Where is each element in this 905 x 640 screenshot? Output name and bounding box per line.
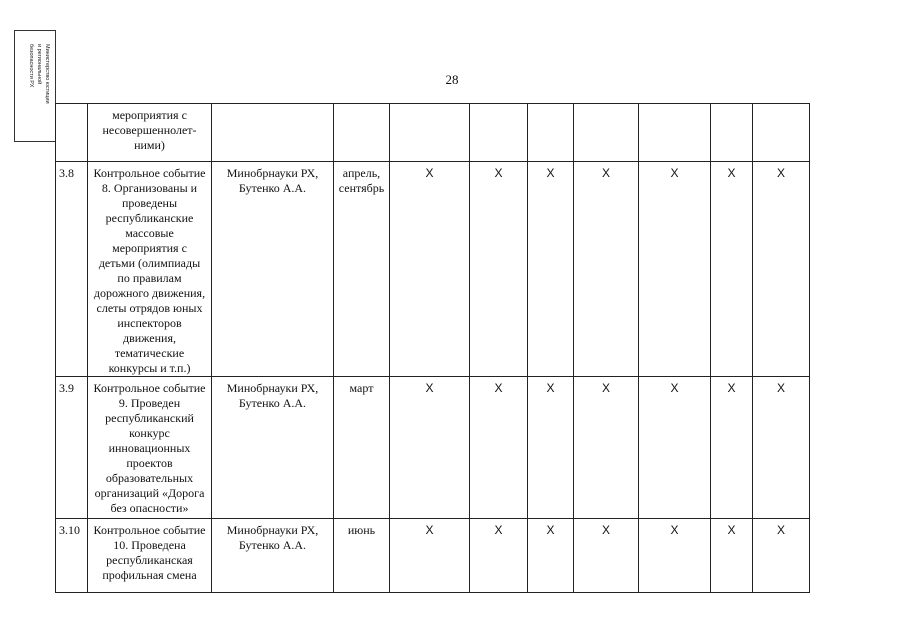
events-table <box>55 103 810 593</box>
deadline: июнь <box>334 519 390 593</box>
year-mark: X <box>528 519 574 593</box>
year-mark: X <box>574 519 639 593</box>
responsible-executor: Минобрнауки РХ, Бутенко А.А. <box>212 377 334 519</box>
year-mark <box>390 104 470 162</box>
year-mark: X <box>470 162 528 377</box>
event-name: Контрольное событие 10. Проведена республиканская профильная смена <box>88 519 212 593</box>
deadline: апрель, сентябрь <box>334 162 390 377</box>
year-mark: X <box>639 162 711 377</box>
year-mark: X <box>470 519 528 593</box>
year-mark: X <box>528 162 574 377</box>
event-name: Контрольное событие 9. Проведен республиканский конкурс инновационных проектов образовательных организаций «Дорога без опасности» <box>88 377 212 519</box>
year-mark: X <box>711 519 753 593</box>
table-row <box>56 104 810 162</box>
year-mark: X <box>528 377 574 519</box>
year-mark <box>574 104 639 162</box>
year-mark: X <box>390 377 470 519</box>
row-number: 3.10 <box>56 519 88 593</box>
table-row <box>56 162 810 377</box>
year-mark: X <box>639 377 711 519</box>
year-mark <box>528 104 574 162</box>
event-name: Контрольное событие 8. Организованы и проведены республиканские массовые мероприятия с детьми (олимпиады по правилам дорожного движения, слеты отрядов юных инспекторов движения, тематические конкурсы и т.п.) <box>88 162 212 377</box>
year-mark <box>470 104 528 162</box>
year-mark: X <box>753 377 810 519</box>
event-name: мероприятия с несовершеннолет- ними) <box>88 104 212 162</box>
year-mark: X <box>390 519 470 593</box>
year-mark <box>753 104 810 162</box>
year-mark: X <box>753 162 810 377</box>
year-mark: X <box>470 377 528 519</box>
svg-text:и региональной: и региональной <box>36 44 42 85</box>
table-row <box>56 519 810 593</box>
year-mark: X <box>390 162 470 377</box>
year-mark: X <box>574 377 639 519</box>
row-number: 3.8 <box>56 162 88 377</box>
svg-text:безопасности РХ: безопасности РХ <box>28 44 34 88</box>
deadline: март <box>334 377 390 519</box>
year-mark: X <box>574 162 639 377</box>
year-mark: X <box>753 519 810 593</box>
row-number <box>56 104 88 162</box>
year-mark <box>711 104 753 162</box>
year-mark: X <box>711 162 753 377</box>
registration-stamp <box>14 30 56 142</box>
row-number: 3.9 <box>56 377 88 519</box>
table-row <box>56 377 810 519</box>
responsible-executor: Минобрнауки РХ, Бутенко А.А. <box>212 162 334 377</box>
page-number: 28 <box>445 72 459 87</box>
deadline <box>334 104 390 162</box>
svg-text:Министерство юстиции: Министерство юстиции <box>44 44 50 104</box>
year-mark: X <box>711 377 753 519</box>
responsible-executor <box>212 104 334 162</box>
year-mark <box>639 104 711 162</box>
year-mark: X <box>639 519 711 593</box>
responsible-executor: Минобрнауки РХ, Бутенко А.А. <box>212 519 334 593</box>
